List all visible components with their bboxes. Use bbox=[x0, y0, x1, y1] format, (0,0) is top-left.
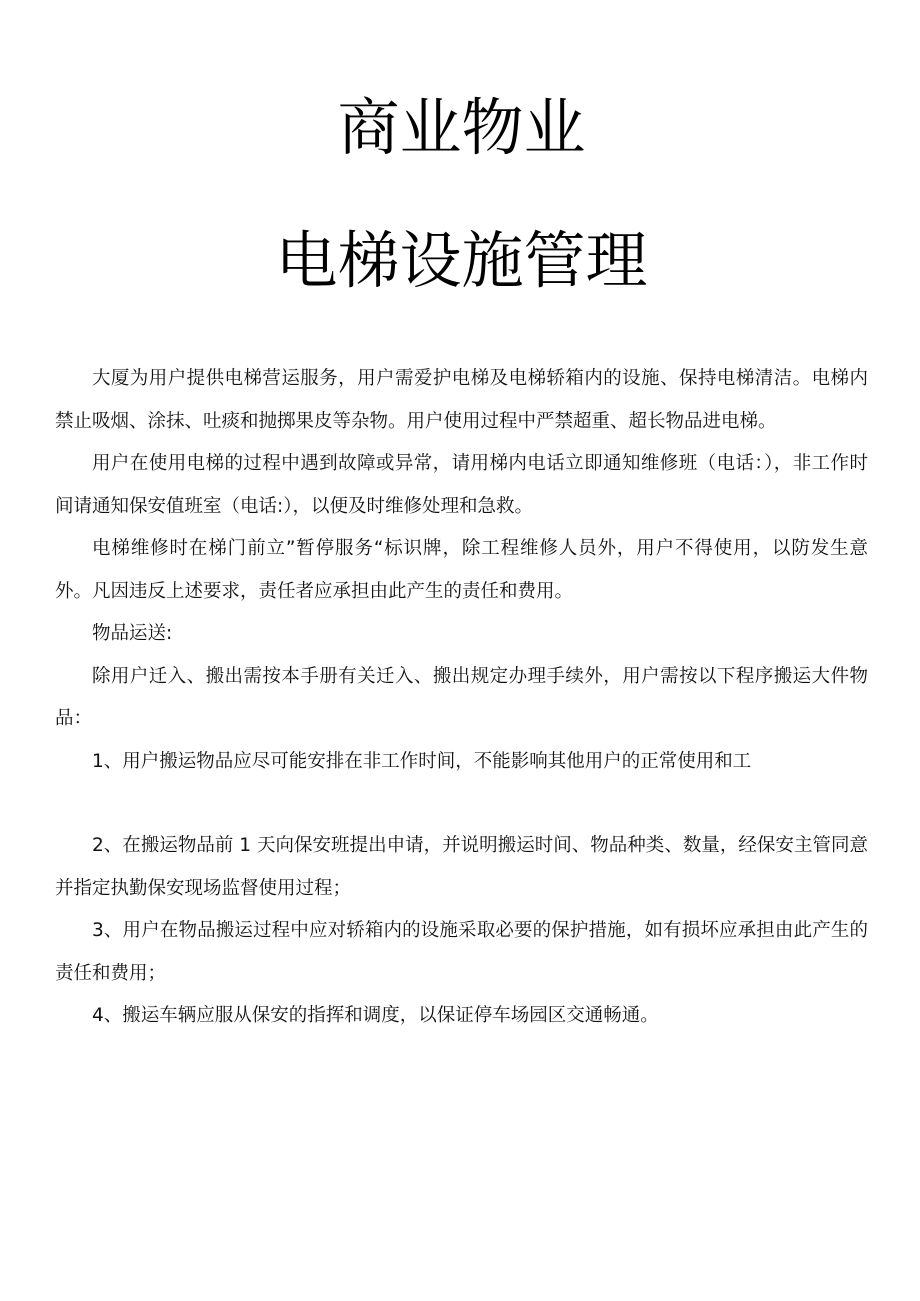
document-body bbox=[55, 358, 868, 1038]
list-item-4: 4、搬运车辆应服从保安的指挥和调度，以保证停车场园区交通畅通。 bbox=[92, 1005, 659, 1026]
paragraph-goods-transport-heading: 物品运送: bbox=[92, 623, 173, 644]
document-title-line2: 电梯设施管理 bbox=[275, 224, 648, 297]
paragraph-maintenance: 电梯维修时在梯门前立”暂停服务“标识牌，除工程维修人员外，用户不得使用，以防发生意外。凡因违反上述要求，责任者应承担由此产生的责任和费用。 bbox=[55, 538, 868, 602]
paragraph-elevator-service: 大厦为用户提供电梯营运服务，用户需爱护电梯及电梯轿箱内的设施、保持电梯清洁。电梯内禁止吸烟、涂抹、吐痰和抛掷果皮等杂物。用户使用过程中严禁超重、超长物品进电梯。 bbox=[55, 368, 868, 432]
list-item-2: 2、在搬运物品前 1 天向保安班提出申请，并说明搬运时间、物品种类、数量，经保安主管同意并指定执勤保安现场监督使用过程； bbox=[55, 835, 868, 899]
list-item-1: 1、用户搬运物品应尽可能安排在非工作时间，不能影响其他用户的正常使用和工 bbox=[92, 750, 752, 772]
list-item-3: 3、用户在物品搬运过程中应对轿箱内的设施采取必要的保护措施，如有损坏应承担由此产生的责任和费用； bbox=[55, 920, 868, 984]
paragraph-fault-report: 用户在使用电梯的过程中遇到故障或异常，请用梯内电话立即通知维修班（电话：），非工作时间请通知保安值班室（电话:），以便及时维修处理和急救。 bbox=[55, 453, 868, 517]
paragraph-transport-intro: 除用户迁入、搬出需按本手册有关迁入、搬出规定办理手续外，用户需按以下程序搬运大件物品： bbox=[55, 665, 868, 729]
document-title-line1: 商业物业 bbox=[337, 91, 586, 164]
